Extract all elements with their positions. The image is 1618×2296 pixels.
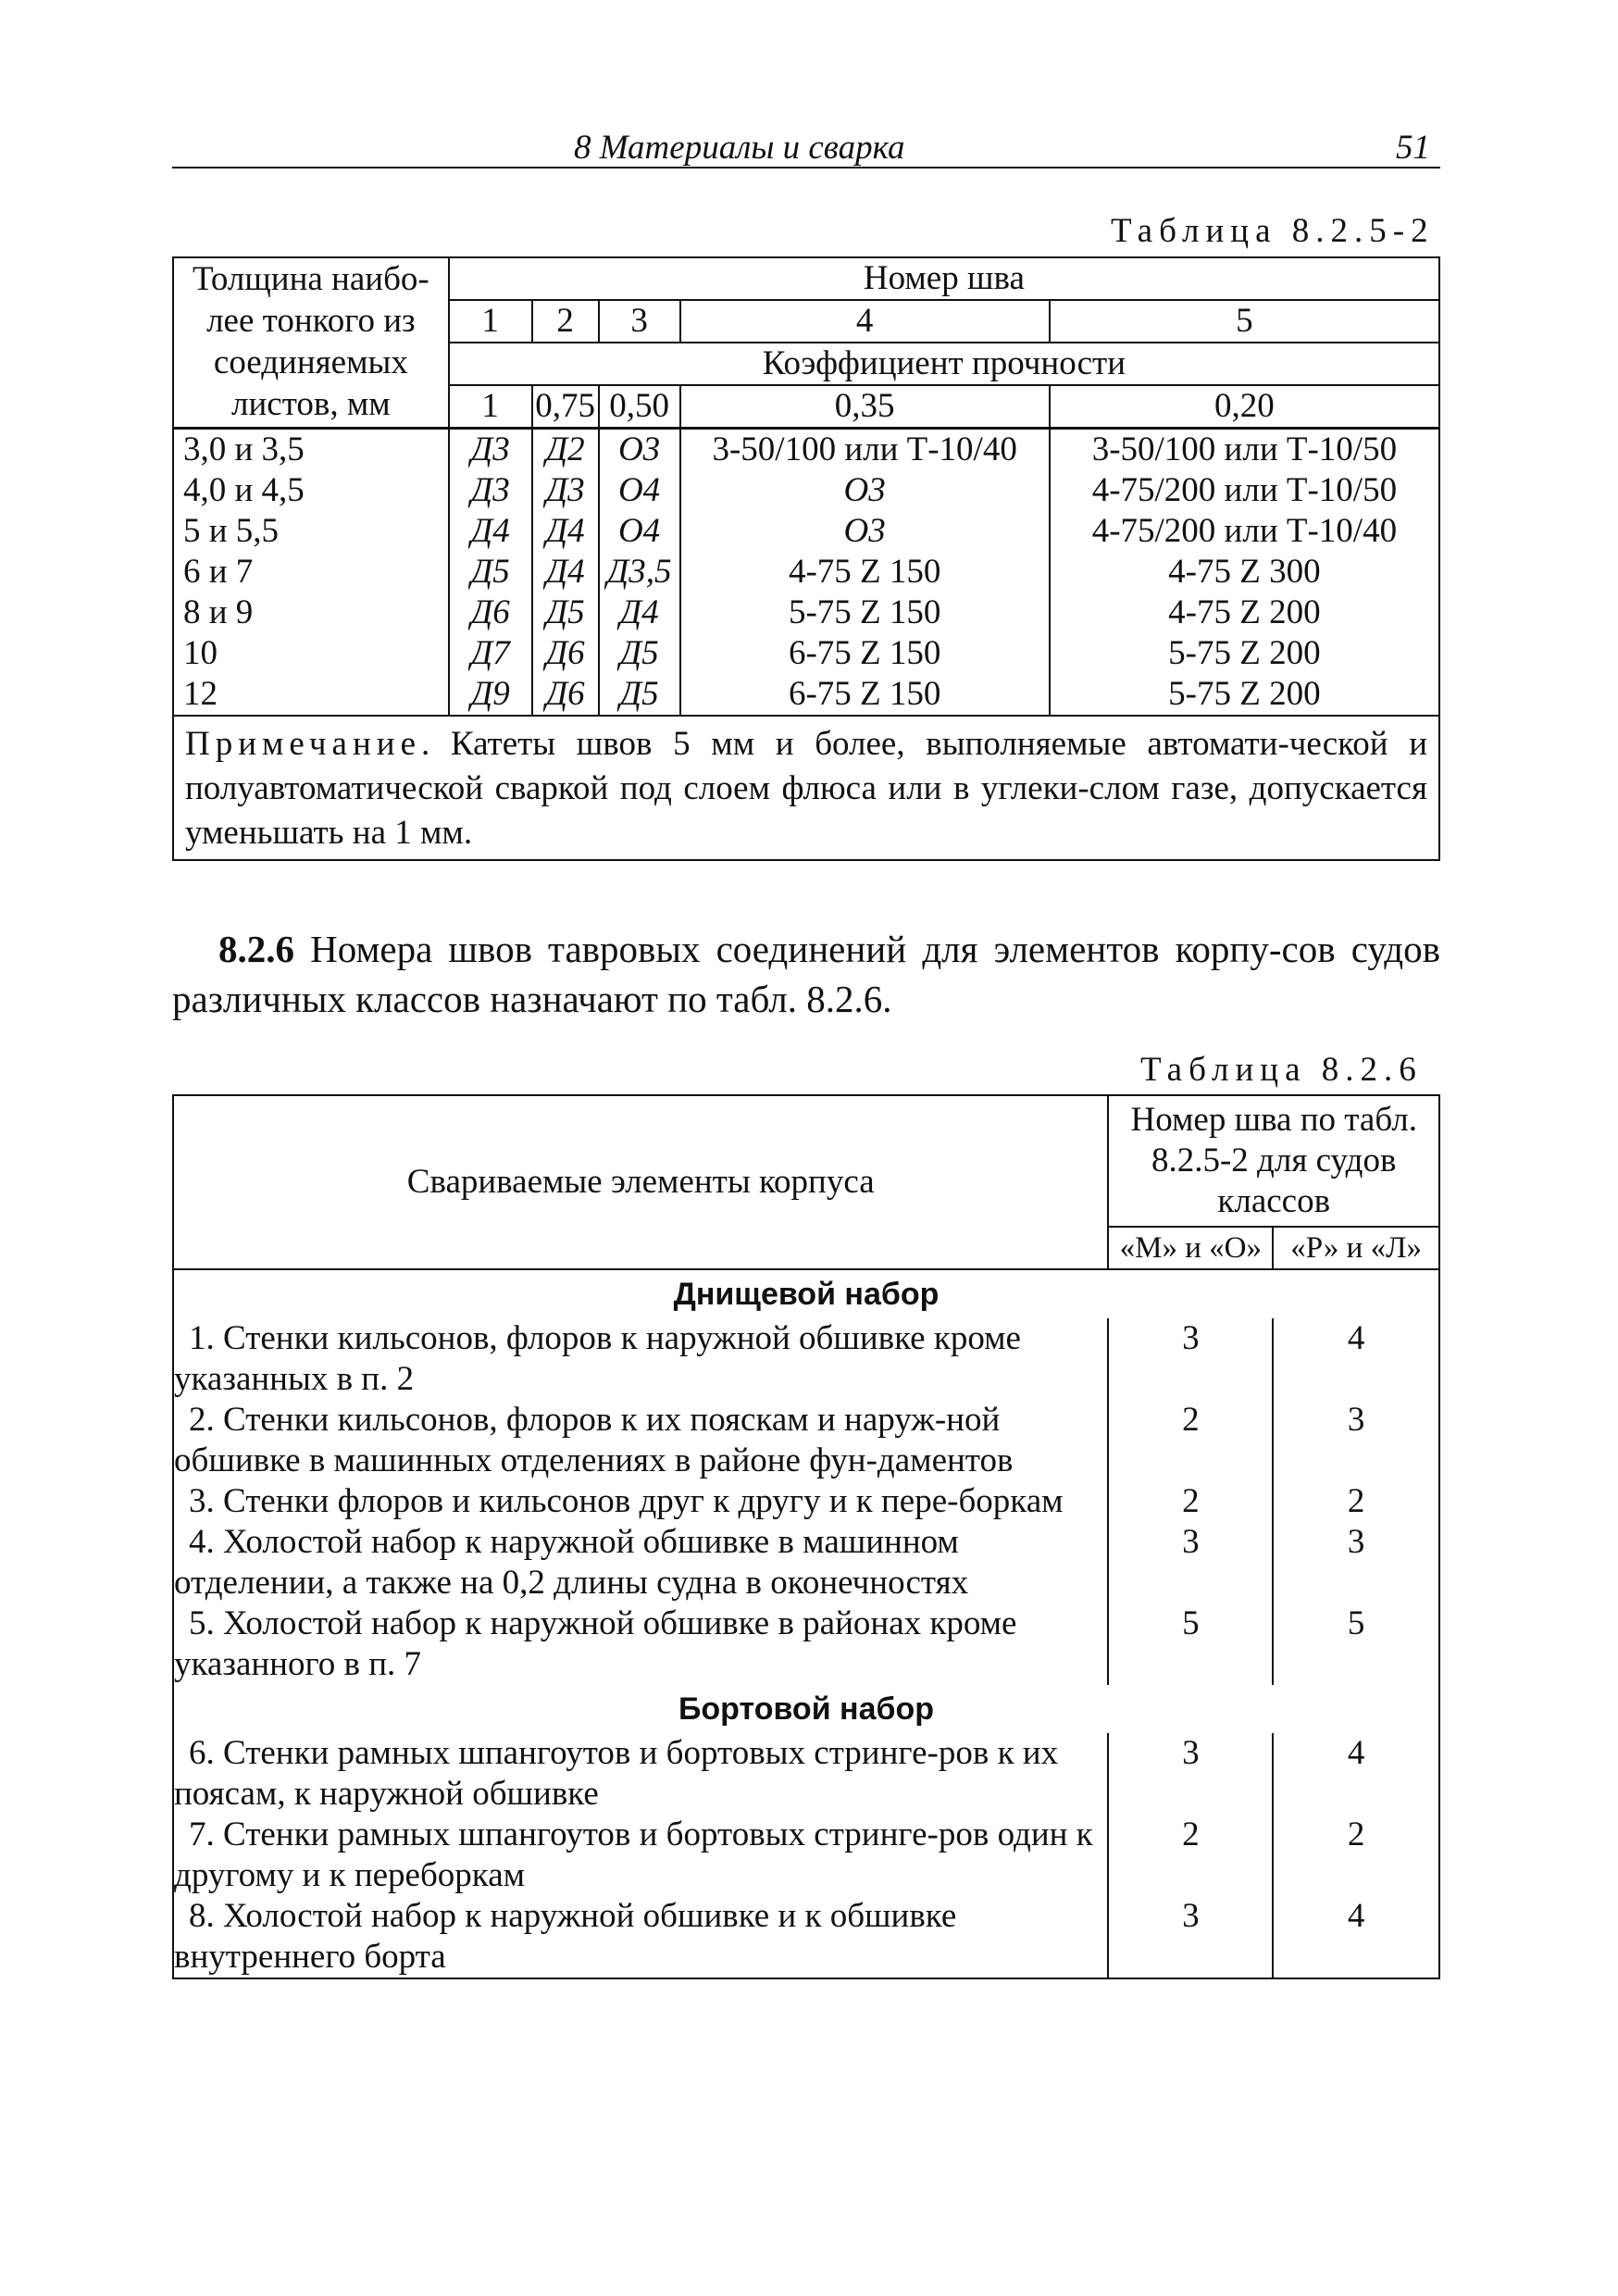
table-row xyxy=(173,1481,1439,1522)
weld-cell: Д3 xyxy=(449,470,532,511)
paragraph-text: Номера швов тавровых соединений для элементов корпу-сов судов различных классов назначают по табл. 8.2.6. xyxy=(172,928,1440,1020)
table-row xyxy=(173,1522,1439,1603)
table1-caption xyxy=(1111,211,1435,251)
weld-cell: 5-75 Z 200 xyxy=(1050,633,1439,674)
weld-cell: Д4 xyxy=(532,511,599,552)
weld-cell: О4 xyxy=(599,470,680,511)
weld-cell: 5-75 Z 150 xyxy=(680,593,1050,633)
table-row xyxy=(173,1318,1439,1400)
weld-number-m-o: 2 xyxy=(1108,1815,1273,1896)
table-row xyxy=(173,633,1439,674)
table1-caption-text: Таблица 8.2.5-2 xyxy=(1111,212,1435,250)
weld-cell: Д5 xyxy=(599,674,680,716)
weld-number-header: Номер шва по табл. 8.2.5-2 для судов классов xyxy=(1108,1095,1439,1227)
weld-cell: 6-75 Z 150 xyxy=(680,633,1050,674)
weld-cell: 4-75 Z 300 xyxy=(1050,552,1439,593)
weld-number-cell: 4 xyxy=(680,300,1050,343)
weld-cell: О3 xyxy=(680,511,1050,552)
thickness-cell: 8 и 9 xyxy=(173,593,449,633)
section-title: Днищевой набор xyxy=(173,1269,1439,1318)
thickness-header: Толщина наибо- лее тонкого из соединяемых листов, мм xyxy=(173,257,449,429)
thickness-cell: 3,0 и 3,5 xyxy=(173,429,449,471)
weld-cell: Д5 xyxy=(532,593,599,633)
weld-number-r-l: 5 xyxy=(1273,1603,1439,1685)
header-rule xyxy=(172,167,1440,168)
table-row xyxy=(173,1733,1439,1815)
weld-cell: Д3 xyxy=(449,429,532,471)
weld-cell: Д6 xyxy=(532,674,599,716)
weld-number-cell: 5 xyxy=(1050,300,1439,343)
weld-number-m-o: 2 xyxy=(1108,1400,1273,1481)
welded-elements-header: Свариваемые элементы корпуса xyxy=(173,1095,1108,1269)
paragraph-number: 8.2.6 xyxy=(218,928,294,970)
table-row xyxy=(173,552,1439,593)
weld-cell: Д2 xyxy=(532,429,599,471)
weld-cell: О3 xyxy=(680,470,1050,511)
element-text xyxy=(173,1481,1108,1522)
weld-number-m-o: 3 xyxy=(1108,1896,1273,1978)
element-text xyxy=(173,1733,1108,1815)
table2-caption xyxy=(1140,1050,1423,1090)
element-text-content: 8. Холостой набор к наружной обшивке и к обшивке внутреннего борта xyxy=(174,1897,957,1976)
weld-cell: Д5 xyxy=(449,552,532,593)
element-text xyxy=(173,1522,1108,1603)
table-row xyxy=(173,674,1439,716)
weld-cell: Д3 xyxy=(532,470,599,511)
table-8-2-5-2 xyxy=(172,256,1440,861)
running-header-title: 8 Материалы и сварка xyxy=(574,129,905,167)
weld-cell: 3-50/100 или Т-10/40 xyxy=(680,429,1050,471)
weld-number-r-l: 3 xyxy=(1273,1400,1439,1481)
section-title: Бортовой набор xyxy=(173,1685,1439,1733)
coef-cell: 0,75 xyxy=(532,385,599,429)
note-text: . Катеты швов 5 мм и более, выполняемые автомати-ческой и полуавтоматической сваркой под слоем флюса или в углеки-слом газе, допускается уменьшать на 1 мм. xyxy=(185,725,1427,852)
table2-caption-text: Таблица 8.2.6 xyxy=(1140,1051,1423,1089)
weld-number-m-o: 3 xyxy=(1108,1733,1273,1815)
table1-note xyxy=(173,716,1439,860)
weld-number-r-l: 4 xyxy=(1273,1733,1439,1815)
coef-cell: 0,20 xyxy=(1050,385,1439,429)
thickness-cell: 10 xyxy=(173,633,449,674)
table-row xyxy=(173,429,1439,471)
weld-cell: Д7 xyxy=(449,633,532,674)
table-row xyxy=(173,593,1439,633)
weld-cell: 4-75 Z 150 xyxy=(680,552,1050,593)
table-row xyxy=(173,1896,1439,1978)
thickness-cell: 4,0 и 4,5 xyxy=(173,470,449,511)
thickness-cell: 6 и 7 xyxy=(173,552,449,593)
weld-cell: 3-50/100 или Т-10/50 xyxy=(1050,429,1439,471)
weld-number-m-o: 3 xyxy=(1108,1318,1273,1400)
weld-cell: О4 xyxy=(599,511,680,552)
weld-number-r-l: 2 xyxy=(1273,1481,1439,1522)
note-label: Примечание xyxy=(185,725,421,763)
weld-cell: 5-75 Z 200 xyxy=(1050,674,1439,716)
coef-cell: 1 xyxy=(449,385,532,429)
weld-cell: Д3,5 xyxy=(599,552,680,593)
element-text xyxy=(173,1318,1108,1400)
weld-cell: 4-75/200 или Т-10/40 xyxy=(1050,511,1439,552)
weld-number-r-l: 4 xyxy=(1273,1896,1439,1978)
coef-cell: 0,35 xyxy=(680,385,1050,429)
weld-cell: Д6 xyxy=(532,633,599,674)
weld-cell: 6-75 Z 150 xyxy=(680,674,1050,716)
weld-number-cell: 3 xyxy=(599,300,680,343)
weld-cell: Д9 xyxy=(449,674,532,716)
weld-number-m-o: 5 xyxy=(1108,1603,1273,1685)
weld-number-cell: 2 xyxy=(532,300,599,343)
class-r-l-header: «Р» и «Л» xyxy=(1273,1227,1439,1269)
weld-number-r-l: 3 xyxy=(1273,1522,1439,1603)
weld-cell: О3 xyxy=(599,429,680,471)
element-text xyxy=(173,1815,1108,1896)
weld-cell: Д4 xyxy=(532,552,599,593)
class-m-o-header: «М» и «О» xyxy=(1108,1227,1273,1269)
thickness-cell: 12 xyxy=(173,674,449,716)
weld-number-m-o: 3 xyxy=(1108,1522,1273,1603)
weld-number-r-l: 4 xyxy=(1273,1318,1439,1400)
element-text-content: 6. Стенки рамных шпангоутов и бортовых стринге-ров к их поясам, к наружной обшивке xyxy=(174,1734,1059,1813)
element-text xyxy=(173,1896,1108,1978)
weld-cell: Д4 xyxy=(599,593,680,633)
strength-coef-label: Коэффициент прочности xyxy=(449,343,1439,385)
element-text xyxy=(173,1603,1108,1685)
paragraph-8-2-6 xyxy=(172,924,1440,1024)
coef-cell: 0,50 xyxy=(599,385,680,429)
table-row xyxy=(173,1603,1439,1685)
element-text-content: 5. Холостой набор к наружной обшивке в районах кроме указанного в п. 7 xyxy=(174,1604,1017,1683)
weld-cell: Д5 xyxy=(599,633,680,674)
weld-number-label: Номер шва xyxy=(449,257,1439,300)
table-row xyxy=(173,470,1439,511)
weld-cell: Д4 xyxy=(449,511,532,552)
table-row xyxy=(173,1400,1439,1481)
weld-number-r-l: 2 xyxy=(1273,1815,1439,1896)
element-text-content: 3. Стенки флоров и кильсонов друг к другу и к пере-боркам xyxy=(189,1482,1064,1520)
weld-cell: Д6 xyxy=(449,593,532,633)
weld-number-m-o: 2 xyxy=(1108,1481,1273,1522)
thickness-cell: 5 и 5,5 xyxy=(173,511,449,552)
page-number: 51 xyxy=(1396,129,1430,167)
table-row xyxy=(173,1815,1439,1896)
table-8-2-6 xyxy=(172,1094,1440,1979)
element-text-content: 7. Стенки рамных шпангоутов и бортовых стринге-ров один к другому и к переборкам xyxy=(174,1816,1093,1894)
element-text xyxy=(173,1400,1108,1481)
element-text-content: 2. Стенки кильсонов, флоров к их пояскам и наруж-ной обшивке в машинных отделениях в районе фун-даментов xyxy=(174,1401,1014,1479)
weld-cell: 4-75 Z 200 xyxy=(1050,593,1439,633)
element-text-content: 4. Холостой набор к наружной обшивке в машинном отделении, а также на 0,2 длины судна в оконечностях xyxy=(174,1523,969,1602)
table-row xyxy=(173,511,1439,552)
weld-cell: 4-75/200 или Т-10/50 xyxy=(1050,470,1439,511)
element-text-content: 1. Стенки кильсонов, флоров к наружной обшивке кроме указанных в п. 2 xyxy=(174,1319,1021,1398)
weld-number-cell: 1 xyxy=(449,300,532,343)
